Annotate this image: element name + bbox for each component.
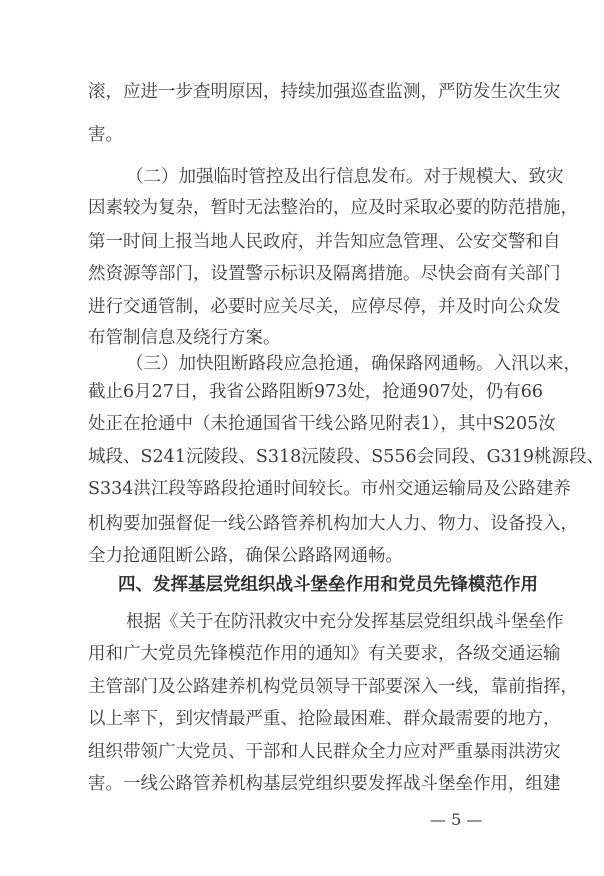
text-line: 害。一线公路管养机构基层党组织要发挥战斗堡垒作用，组建 bbox=[88, 774, 561, 794]
text-line: 因素较为复杂，暂时无法整治的，应及时采取必要的防范措施， bbox=[88, 198, 578, 218]
text-line: 然资源等部门，设置警示标识及隔离措施。尽快会商有关部门 bbox=[88, 264, 561, 284]
text-line: 根据《关于在防汛救灾中充分发挥基层党组织战斗堡垒作 bbox=[126, 612, 564, 632]
text-line: 处正在抢通中（未抢通国省干线公路见附表1），其中S205汝 bbox=[88, 414, 556, 434]
text-line: 滚，应进一步查明原因，持续加强巡查监测，严防发生次生灾 bbox=[88, 82, 561, 102]
text-line: 第一时间上报当地人民政府，并告知应急管理、公安交警和自 bbox=[88, 232, 561, 252]
text-line: 机构要加强督促一线公路管养机构加大人力、物力、设备投入， bbox=[88, 514, 578, 534]
text-line: 害。 bbox=[88, 125, 123, 145]
text-line: 截止6月27日，我省公路阻断973处，抢通907处，仍有66 bbox=[88, 382, 543, 402]
text-line: 全力抢通阻断公路，确保公路路网通畅。 bbox=[88, 546, 403, 566]
text-line: 主管部门及公路建养机构党员领导干部要深入一线，靠前指挥， bbox=[88, 677, 578, 697]
text-line: 布管制信息及绕行方案。 bbox=[88, 328, 281, 348]
text-line: 以上率下，到灾情最严重、抢险最困难、群众最需要的地方， bbox=[88, 709, 561, 729]
text-line: （三）加快阻断路段应急抢通，确保路网通畅。入汛以来， bbox=[126, 354, 581, 374]
text-line: 用和广大党员先锋模范作用的通知》有关要求，各级交通运输 bbox=[88, 644, 561, 664]
section-heading: 四、发挥基层党组织战斗堡垒作用和党员先锋模范作用 bbox=[118, 575, 538, 595]
text-line: S334洪江段等路段抢通时间较长。市州交通运输局及公路建养 bbox=[88, 479, 571, 499]
text-line: 城段、S241沅陵段、S318沅陵段、S556会同段、G319桃源段、 bbox=[88, 447, 604, 467]
page-number: — 5 — bbox=[430, 810, 483, 829]
text-line: 进行交通管制，必要时应关尽关，应停尽停，并及时向公众发 bbox=[88, 297, 561, 317]
text-line: 组织带领广大党员、干部和人民群众全力应对严重暴雨洪涝灾 bbox=[88, 742, 561, 762]
text-line: （二）加强临时管控及出行信息发布。对于规模大、致灾 bbox=[126, 167, 564, 187]
